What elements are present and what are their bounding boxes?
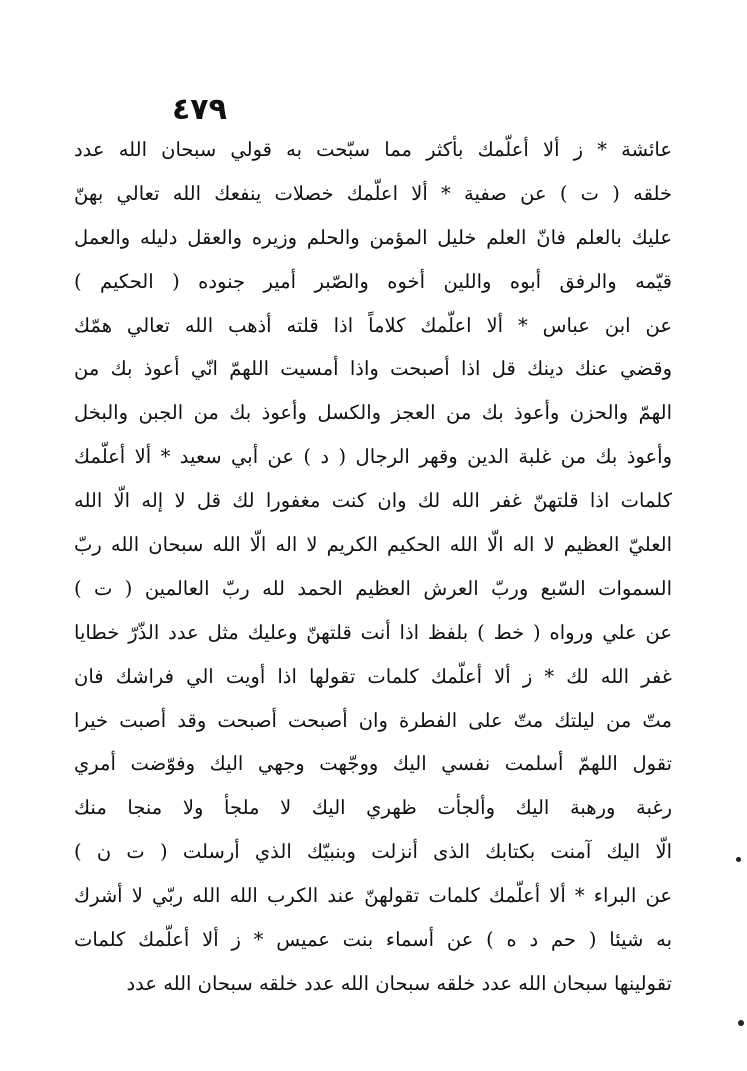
text-line: عليك بالعلم فانّ العلم خليل المؤمن والحلم وزيره والعقل دليله والعمل [74, 225, 672, 249]
text-line: عائشة * ز ألا أعلّمك بأكثر مما سبّحت به قولي سبحان الله عدد [74, 138, 672, 161]
text-line: الهمّ والحزن وأعوذ بك من العجز والكسل وأعوذ بك من الجبن والبخل [74, 401, 672, 425]
text-line: متّ من ليلتك متّ على الفطرة وان أصبحت أصبحت وقد أصبت خيرا [74, 708, 672, 732]
text-line: عن ابن عباس * ألا اعلّمك كلاماً اذا قلته أذهب الله تعالي همّك [74, 313, 672, 337]
text-line: عن البراء * ألا أعلّمك كلمات تقولهنّ عند الكرب الله الله ربّي لا أشرك [74, 884, 672, 908]
page-number: ٤٧٩ [172, 92, 227, 127]
text-line: تقولينها سبحان الله عدد خلقه سبحان الله عدد خلقه سبحان الله عدد [126, 971, 672, 995]
body-text [74, 128, 672, 1006]
text-line: وقضي عنك دينك قل اذا أصبحت واذا أمسيت اللهمّ انّي أعوذ بك من [74, 357, 672, 381]
text-line: السموات السّبع وربّ العرش العظيم الحمد لله ربّ العالمين ( ت ) [74, 576, 672, 600]
text-line: العليّ العظيم لا اله الّا الله الحكيم الكريم لا اله الّا الله سبحان الله ربّ [74, 533, 672, 557]
text-line: به شيئا ( حم د ه ) عن أسماء بنت عميس * ز ألا أعلّمك كلمات [74, 928, 672, 952]
scan-speck [736, 857, 741, 862]
text-line: غفر الله لك * ز ألا أعلّمك كلمات تقولها اذا أويت الي فراشك فان [74, 664, 672, 688]
text-line: الّا اليك آمنت بكتابك الذى أنزلت وبنبيّك الذي أرسلت ( ت ن ) [74, 840, 672, 864]
text-line: كلمات اذا قلتهنّ غفر الله لك وان كنت مغفورا لك قل لا إله الّا الله [74, 489, 672, 513]
text-line: وأعوذ بك من غلبة الدين وقهر الرجال ( د ) عن أبي سعيد * ألا أعلّمك [74, 445, 672, 469]
text-line: عن علي ورواه ( خط ) بلفظ اذا أنت قلتهنّ وعليك مثل عدد الذّرّ خطايا [74, 620, 672, 644]
text-line: قيّمه والرفق أبوه واللين أخوه والصّبر أمير جنوده ( الحكيم ) [74, 269, 672, 293]
text-line: رغبة ورهبة اليك وألجأت ظهري اليك لا ملجأ ولا منجا منك [74, 796, 672, 820]
text-line: خلقه ( ت ) عن صفية * ألا اعلّمك خصلات ينفعك الله تعالي بهنّ [74, 181, 672, 205]
scan-speck [738, 1020, 744, 1026]
text-line: تقول اللهمّ أسلمت نفسي اليك ووجّهت وجهي اليك وفوّضت أمري [74, 752, 672, 776]
